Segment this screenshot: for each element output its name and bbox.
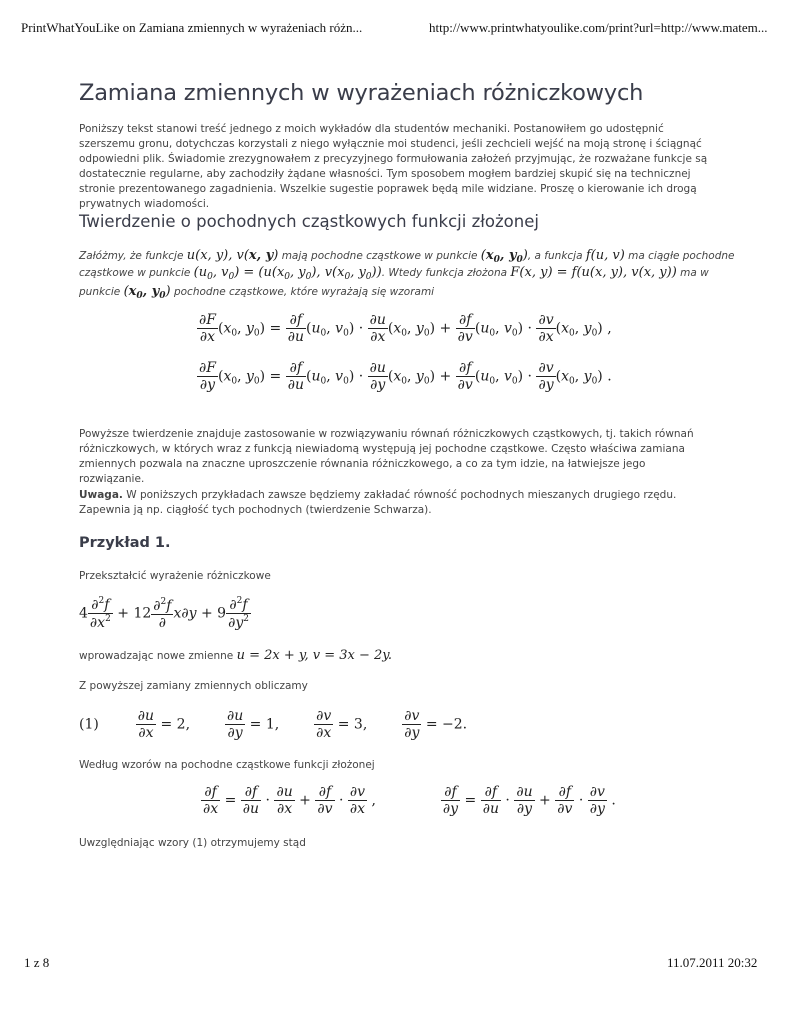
example-text-3: Z powyższej zamiany zmiennych obliczamy xyxy=(79,680,308,692)
theorem-text: punkcie xyxy=(79,286,121,298)
print-footer-datetime: 11.07.2011 20:32 xyxy=(667,955,758,970)
equation-1: (1) $\frac{\partial u}{\partial x}$ = 2, $\frac{\partial u}{\partial y}$ = 1, $\frac{\partial v}{\partial x}$ = 3, $\frac{\partial v}{\partial y}$ = −2. xyxy=(79,708,468,742)
theorem-text: mają pochodne cząstkowe w punkcie xyxy=(281,250,478,262)
note-label: Uwaga. xyxy=(79,489,123,501)
theorem-text: cząstkowe w punkcie xyxy=(79,267,191,279)
example-title: Przykład 1. xyxy=(79,535,171,551)
article-content xyxy=(79,78,735,849)
print-footer-page: 1 z 8 xyxy=(24,955,50,970)
formula-dF-dx: $\frac{\partial F}{\partial x}$ ($x_0$, $y_0$) = $\frac{\partial f}{\partial u}$ ($u_0$, $v_0$) · $\frac{\partial u}{\partial x}$ ($x_0$, $y_0$) + $\frac{\partial f}{\partial v}$ ($u_0$, $v_0$) · $\frac{\partial v}{\partial x}$ ($x_0$, $y_0$) , xyxy=(199,312,612,346)
application-paragraph: Powyższe twierdzenie znajduje zastosowanie w rozwiązywaniu równań różniczkowych cząstkowych, tj. takich równań różniczkowych, w których wraz z funkcją niewiadomą występują jej pochodne cząstkowe. Często właściwa zamiana zmiennych pozwala na znaczne uproszczenie równania różniczkowego, a co za tym idzie, na łatwiejsze jego rozwiązanie. xyxy=(79,428,694,485)
theorem-text: pochodne cząstkowe, które wyrażają się wzorami xyxy=(173,286,435,298)
section-title: Twierdzenie o pochodnych cząstkowych funkcji złożonej xyxy=(79,212,539,231)
theorem-text: Załóżmy, że funkcje xyxy=(79,250,184,262)
theorem-line-1: Załóżmy, że funkcje u(x, y), v(x, y) mają pochodne cząstkowe w punkcie ($x_0$, $y_0$), a funkcja f(u, v) ma ciągłe pochodne xyxy=(79,248,735,265)
theorem-line-2: cząstkowe w punkcie ($u_0$, $v_0) = (u(x_0$, $y_0$), $v(x_0$, $y_0$)). Wtedy funkcja złożona F(x, y) = f(u(x, y), v(x, y)) ma w xyxy=(79,265,709,282)
theorem-line-3: punkcie ($x_0$, $y_0$) pochodne cząstkowe, które wyrażają się wzorami xyxy=(79,284,435,301)
print-header-url: http://www.printwhatyoulike.com/print?url=http://www.matem... xyxy=(429,20,768,35)
chain-rule-formulas: $\frac{\partial f}{\partial x}$ = $\frac{\partial f}{\partial u}$ · $\frac{\partial u}{\partial x}$ + $\frac{\partial f}{\partial v}$ · $\frac{\partial v}{\partial x}$ , $\frac{\partial f}{\partial y}$ = $\frac{\partial f}{\partial u}$ · $\frac{\partial u}{\partial y}$ + $\frac{\partial f}{\partial v}$ · $\frac{\partial v}{\partial y}$ . xyxy=(203,784,616,818)
theorem-text: ma w xyxy=(680,267,709,279)
note-text: W poniższych przykładach zawsze będziemy zakładać równość pochodnych mieszanych drugiego rzędu. Zapewnia ją np. ciągłość tych pochodnych (twierdzenie Schwarza). xyxy=(79,489,677,516)
example-text-4: Według wzorów na pochodne cząstkowe funkcji złożonej xyxy=(79,759,375,771)
page-title: Zamiana zmiennych w wyrażeniach różniczkowych xyxy=(79,80,644,106)
example-text-2 xyxy=(79,648,392,664)
formula-dF-dy: $\frac{\partial F}{\partial y}$ ($x_0$, $y_0$) = $\frac{\partial f}{\partial u}$ ($u_0$, $v_0$) · $\frac{\partial u}{\partial y}$ ($x_0$, $y_0$) + $\frac{\partial f}{\partial v}$ ($u_0$, $v_0$) · $\frac{\partial v}{\partial y}$ ($x_0$, $y_0$) . xyxy=(199,360,612,394)
example-text-2-label: wprowadzając nowe zmienne xyxy=(79,650,234,662)
differential-expression: 4 $\frac{\partial^2f}{\partial x^2}$ + 12 $\frac{\partial^2f}{\partial}$ x∂y + 9 $\frac{\partial^2f}{\partial y^2}$ xyxy=(79,596,249,632)
equation-1-label: (1) xyxy=(79,716,99,733)
example-text-5: Uwzględniając wzory (1) otrzymujemy stąd xyxy=(79,837,306,849)
print-header-title: PrintWhatYouLike on Zamiana zmiennych w wyrażeniach różn... xyxy=(21,20,363,35)
example-text-1: Przekształcić wyrażenie różniczkowe xyxy=(79,570,271,582)
theorem-text: , a funkcja xyxy=(527,250,583,262)
theorem-text: ma ciągłe pochodne xyxy=(628,250,735,262)
theorem-text: . Wtedy funkcja złożona xyxy=(381,267,508,279)
substitution-formula: u = 2x + y, v = 3x − 2y. xyxy=(236,648,393,663)
note-paragraph xyxy=(79,488,712,518)
intro-paragraph: Poniższy tekst stanowi treść jednego z moich wykładów dla studentów mechaniki. Postanowiłem go udostępnić szerszemu gronu, dotychczas korzystali z niego wyłącznie moi studenci, jeśli zechcieli wejść na moją stronę i ściągnąć odpowiedni plik. Świadomie zrezygnowałem z precyzyjnego formułowania założeń przyjmując, że rozważane funkcje są dostatecznie regularne, aby zachodziły żądane własności. Tym sposobem mogłem bardziej skupić się na technicznej stronie prezentowanego zagadnienia. Wszelkie sugestie poprawek będą mile widziane. Proszę o kierowanie ich drogą prywatnych wiadomości. xyxy=(79,123,708,210)
